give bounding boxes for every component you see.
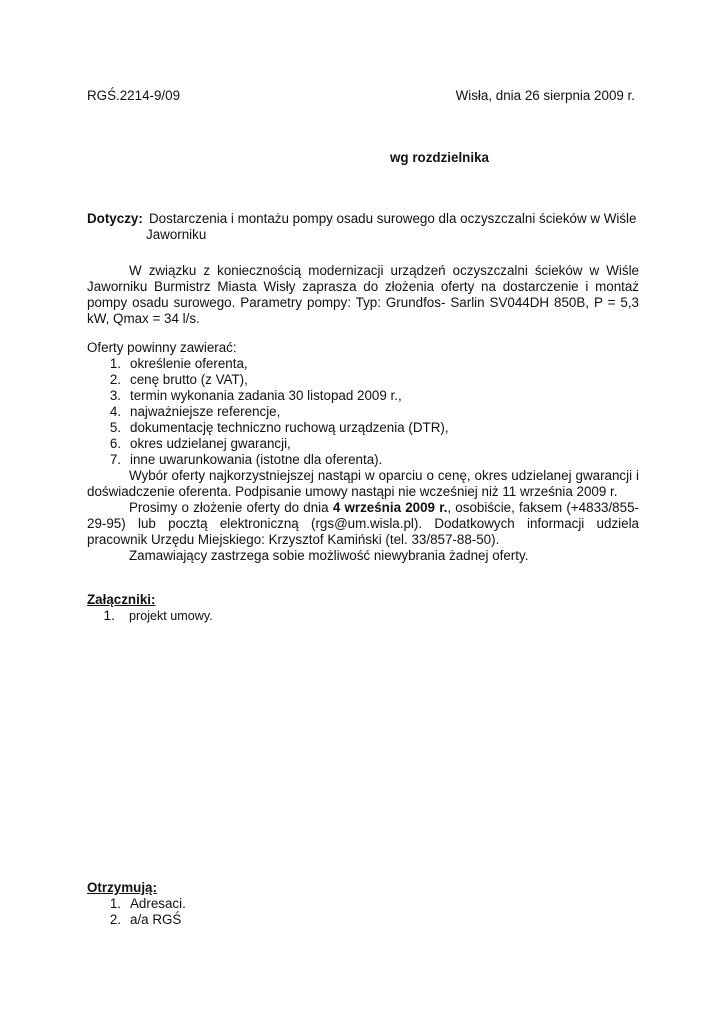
selection-paragraph: Wybór oferty najkorzystniejszej nastąpi w oparciu o cenę, okres udzielanej gwarancji i doświadczenie oferenta. Podpisanie umowy nastąpi nie wcześniej niż 11 września 2009 r.	[87, 468, 639, 499]
list-item-number: 6.	[109, 436, 121, 451]
receivers-heading: Otrzymują:	[87, 880, 157, 895]
list-item-number: 5.	[109, 420, 121, 435]
list-item-text: okres udzielanej gwarancji,	[130, 436, 291, 451]
list-item-text: termin wykonania zadania 30 listopad 2009 r.,	[130, 388, 402, 403]
subject-line-2: Jaworniku	[146, 227, 207, 242]
list-item-number: 7.	[109, 452, 121, 467]
attachments-heading: Załączniki:	[87, 592, 156, 607]
place-date: Wisła, dnia 26 sierpnia 2009 r.	[455, 88, 635, 103]
list-item-text: najważniejsze referencje,	[130, 404, 281, 419]
request-paragraph	[87, 500, 639, 548]
subject-label: Dotyczy:	[87, 211, 143, 226]
subject-line-1: Dostarczenia i montażu pompy osadu surowego dla oczyszczalni ścieków w Wiśle	[149, 211, 637, 226]
list-item-text: Adresaci.	[130, 896, 186, 911]
list-item-text: projekt umowy.	[129, 609, 213, 623]
reference-number: RGŚ.2214-9/09	[87, 88, 181, 103]
list-item-number: 3.	[109, 388, 121, 403]
offer-deadline: 4 września 2009 r.	[332, 500, 448, 515]
list-item-text: określenie oferenta,	[130, 356, 248, 371]
request-text-before: Prosimy o złożenie oferty do dnia	[129, 500, 333, 515]
offers-heading: Oferty powinny zawierać:	[87, 340, 237, 355]
request-text-after: , osobiście, faksem (+4833/855-29-95) lub pocztą elektroniczną (rgs@um.wisla.pl). Dodatkowych informacji udziela pracownik Urzędu Miejskiego: Krzysztof Kamiński (tel. 33/857-88-50).	[87, 500, 639, 547]
reservation-paragraph: Zamawiający zastrzega sobie możliwość niewybrania żadnej oferty.	[129, 548, 529, 563]
list-item-text: cenę brutto (z VAT),	[130, 372, 248, 387]
list-item-text: dokumentację techniczno ruchową urządzenia (DTR),	[130, 420, 449, 435]
list-item-number: 2.	[109, 372, 121, 387]
list-item-number: 1.	[103, 607, 115, 623]
list-item-text: a/a RGŚ	[130, 912, 182, 927]
list-item-number: 4.	[109, 404, 121, 419]
intro-paragraph: W związku z koniecznością modernizacji urządzeń oczyszczalni ścieków w Wiśle Jaworniku Burmistrz Miasta Wisły zaprasza do złożenia oferty na dostarczenie i montaż pompy osadu surowego. Parametry pompy: Typ: Grundfos- Sarlin SV044DH 850B, P = 5,3 kW, Qmax = 34 l/s.	[87, 263, 639, 326]
list-item-number: 1.	[109, 896, 121, 911]
recipient: wg rozdzielnika	[390, 150, 489, 165]
list-item-number: 2.	[109, 912, 121, 927]
list-item-number: 1.	[109, 356, 121, 371]
list-item-text: inne uwarunkowania (istotne dla oferenta).	[130, 452, 383, 467]
